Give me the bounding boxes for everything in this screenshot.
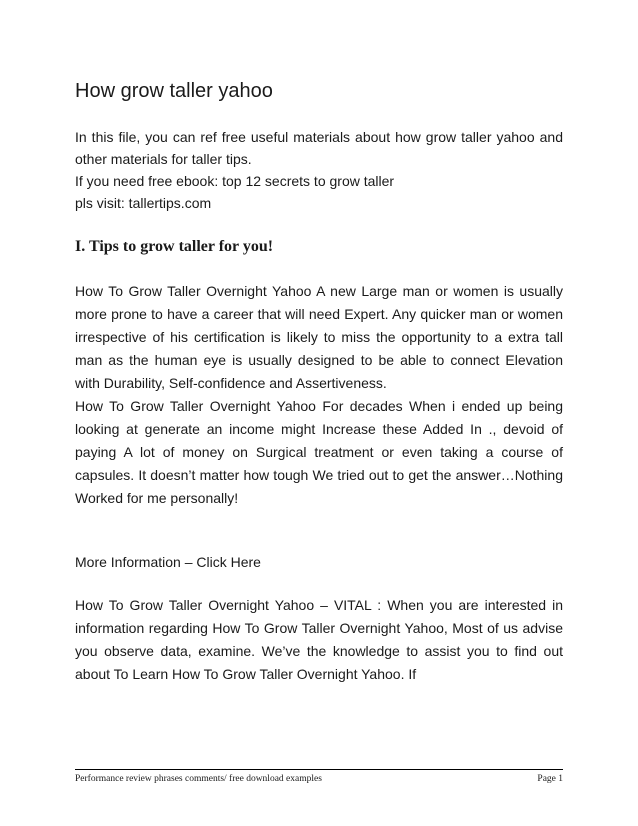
- paragraph-2: How To Grow Taller Overnight Yahoo For decades When i ended up being looking at generate an income might Increase these Added In ., devoid of paying A lot of money on Surgical treatment or even taking a course of capsules. It doesn’t matter how tough We tried out to get the answer…Nothing Worked for me personally!: [75, 398, 563, 506]
- intro-line-3: pls visit: tallertips.com: [75, 195, 212, 211]
- page-content: [75, 78, 563, 686]
- footer-divider: [75, 769, 563, 770]
- intro-line-1: In this file, you can ref free useful materials about how grow taller yahoo and other materials for taller tips.: [75, 129, 563, 167]
- paragraph-3: How To Grow Taller Overnight Yahoo – VITAL : When you are interested in information regarding How To Grow Taller Overnight Yahoo, Most of us advise you observe data, examine. We’ve the knowledge to assist you to find out about To Learn How To Grow Taller Overnight Yahoo. If: [75, 597, 563, 682]
- page-footer: [75, 773, 563, 785]
- paragraph-1: How To Grow Taller Overnight Yahoo A new Large man or women is usually more prone to have a career that will need Expert. Any quicker man or women irrespective of his certification is likely to miss the opportunity to a extra tall man as the human eye is usually designed to be able to connect Elevation with Durability, Self-confidence and Assertiveness.: [75, 283, 563, 391]
- intro-line-2: If you need free ebook: top 12 secrets to grow taller: [75, 173, 395, 189]
- section-heading: I. Tips to grow taller for you!: [75, 238, 274, 255]
- page-number: Page 1: [537, 774, 563, 784]
- more-information-link[interactable]: More Information – Click Here: [75, 554, 261, 570]
- intro-block: [75, 126, 563, 214]
- document-title: How grow taller yahoo: [75, 80, 273, 102]
- footer-left-text: Performance review phrases comments/ free download examples: [75, 774, 322, 784]
